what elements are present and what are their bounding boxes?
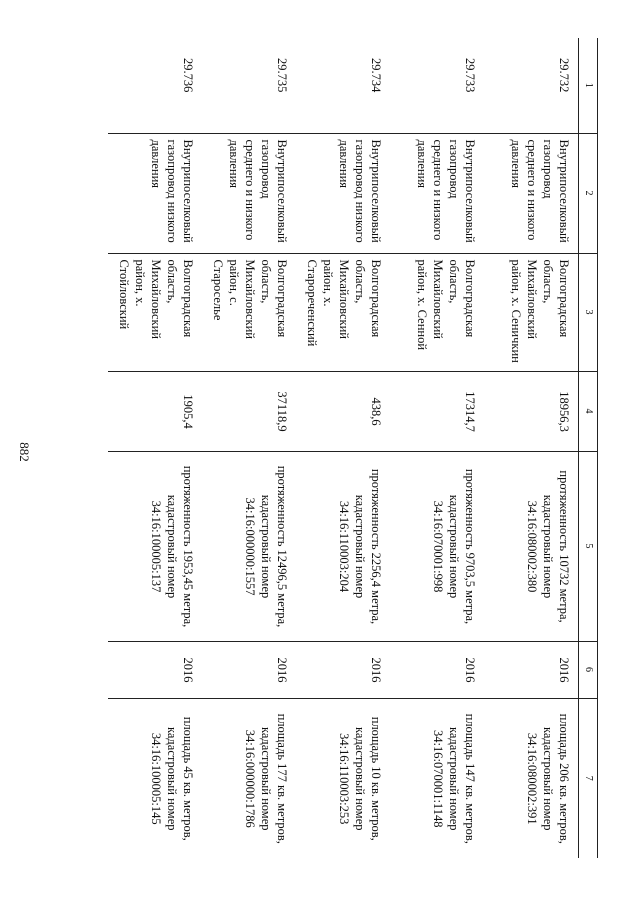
table-row <box>108 38 202 858</box>
object-length: протяженность 9703,5 метра, кадастровый номер 34:16:070001:998 <box>390 451 484 641</box>
table-row <box>202 38 296 858</box>
object-length: протяженность 1953,45 метра, кадастровый номер 34:16:100005:137 <box>108 451 202 641</box>
object-name: Внутрипоселковый газопровод среднего и низкого давления <box>202 133 296 253</box>
column-header-4: 4 <box>579 371 598 451</box>
object-value: 18956,3 <box>484 371 579 451</box>
object-length: протяженность 10732 метра, кадастровый номер 34:16:080002:380 <box>484 451 579 641</box>
column-header-5: 5 <box>579 451 598 641</box>
column-header-1: 1 <box>579 38 598 133</box>
object-value: 37118,9 <box>202 371 296 451</box>
object-location: Волгоградская область, Михайловский район, х. Старореченский <box>296 253 390 371</box>
object-length: протяженность 2256,4 метра, кадастровый номер 34:16:110003:204 <box>296 451 390 641</box>
object-location: Волгоградская область, Михайловский район, х. Стойловский <box>108 253 202 371</box>
object-area: площадь 45 кв. метров, кадастровый номер 34:16:100005:145 <box>108 698 202 858</box>
column-header-7: 7 <box>579 698 598 858</box>
header-row <box>579 38 598 858</box>
object-location: Волгоградская область, Михайловский район, с. Староселье <box>202 253 296 371</box>
column-header-6: 6 <box>579 641 598 698</box>
table-stage <box>88 38 598 858</box>
table-row <box>296 38 390 858</box>
object-location: Волгоградская область, Михайловский район, х. Сеничкин <box>484 253 579 371</box>
property-table <box>108 38 598 858</box>
rotated-table <box>88 38 598 858</box>
column-header-2: 2 <box>579 133 598 253</box>
object-year: 2016 <box>108 641 202 698</box>
column-header-3: 3 <box>579 253 598 371</box>
object-year: 2016 <box>296 641 390 698</box>
object-year: 2016 <box>390 641 484 698</box>
table-row <box>390 38 484 858</box>
row-number: 29.732 <box>557 58 571 93</box>
row-number: 29.733 <box>463 58 477 93</box>
object-value: 438,6 <box>296 371 390 451</box>
object-length: протяженность 12496,5 метра, кадастровый номер 34:16:000000:1557 <box>202 451 296 641</box>
object-year: 2016 <box>484 641 579 698</box>
row-number: 29.735 <box>275 58 289 93</box>
table-row <box>484 38 579 858</box>
object-name: Внутрипоселковый газопровод низкого давления <box>108 133 202 253</box>
object-name: Внутрипоселковый газопровод среднего и низкого давления <box>390 133 484 253</box>
page-number: 882 <box>17 442 32 462</box>
object-location: Волгоградская область, Михайловский район, х. Сенной <box>390 253 484 371</box>
row-number: 29.734 <box>369 58 383 93</box>
object-value: 17314,7 <box>390 371 484 451</box>
object-area: площадь 206 кв. метров, кадастровый номер 34:16:080002:391 <box>484 698 579 858</box>
object-name: Внутрипоселковый газопровод среднего и низкого давления <box>484 133 579 253</box>
row-number: 29.736 <box>181 58 195 93</box>
object-year: 2016 <box>202 641 296 698</box>
object-name: Внутрипоселковый газопровод низкого давления <box>296 133 390 253</box>
object-area: площадь 10 кв. метров, кадастровый номер 34:16:110003:253 <box>296 698 390 858</box>
object-area: площадь 147 кв. метров, кадастровый номер 34:16:070001:1148 <box>390 698 484 858</box>
object-area: площадь 177 кв. метров, кадастровый номер 34:16:000000:1786 <box>202 698 296 858</box>
object-value: 1905,4 <box>108 371 202 451</box>
